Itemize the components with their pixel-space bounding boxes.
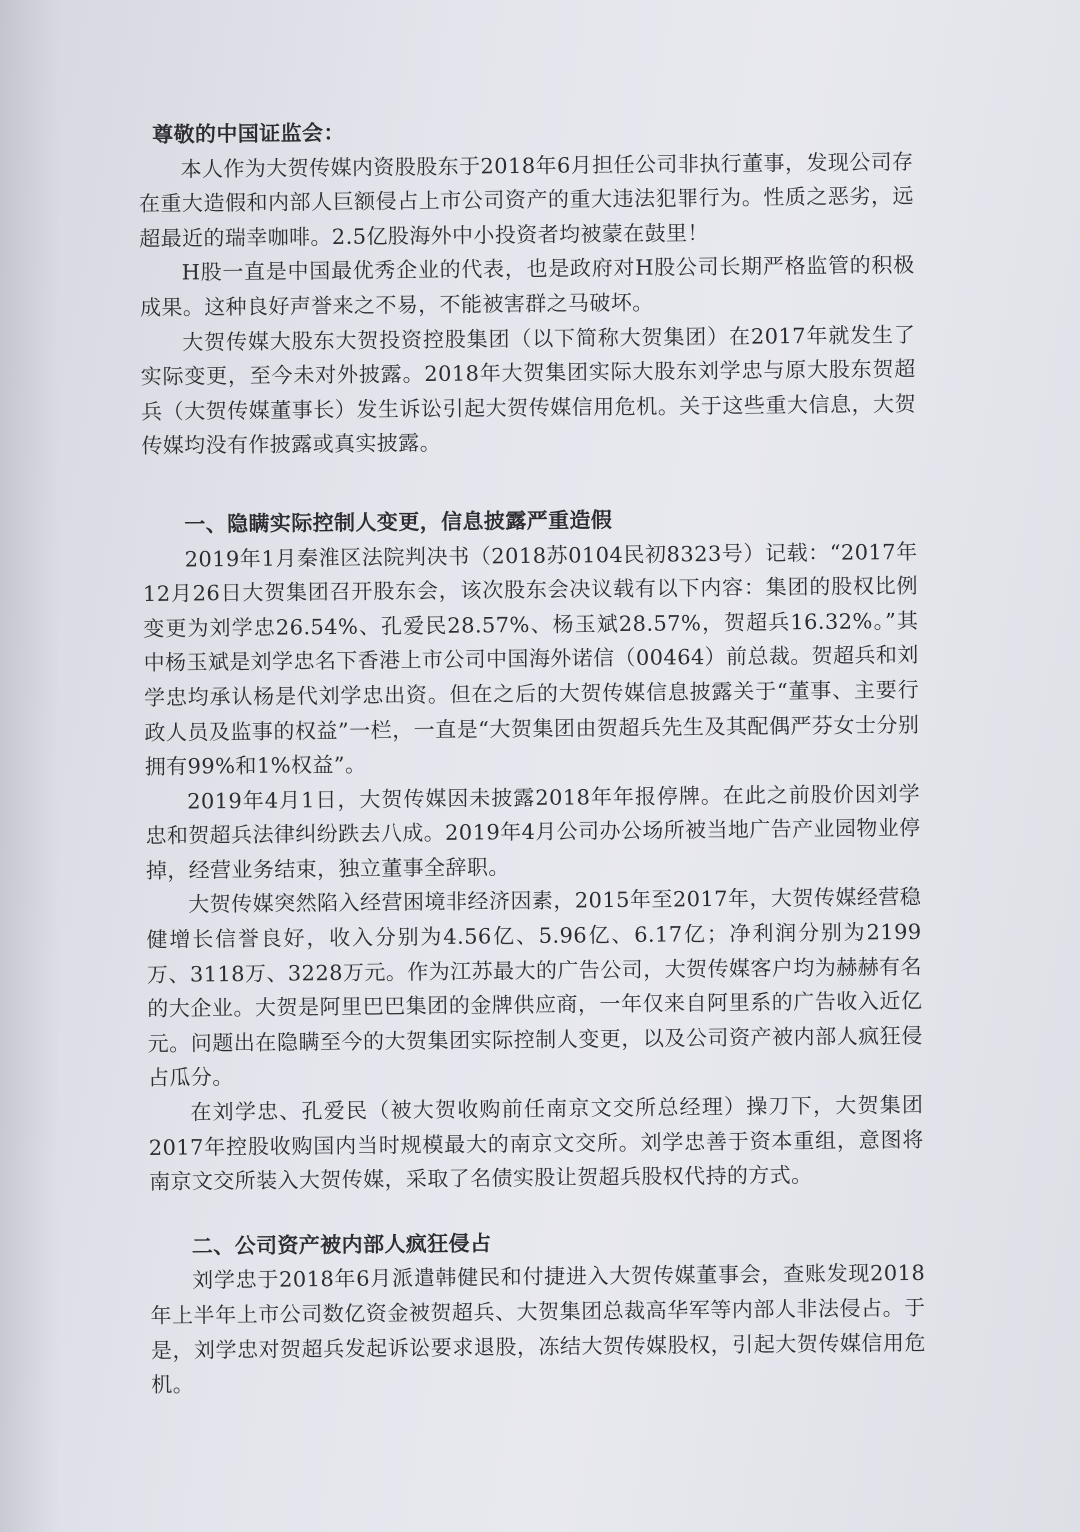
paragraph: H股一直是中国最优秀企业的代表，也是政府对H股公司长期严格监管的积极成果。这种良好声誉来之不易，不能被害群之马破坏。 bbox=[139, 253, 915, 320]
page-shadow bbox=[0, 0, 60, 1532]
salutation: 尊敬的中国证监会： bbox=[152, 119, 345, 147]
paragraph: 大贺传媒大股东大贺投资控股集团（以下简称大贺集团）在2017年就发生了实际变更，至今未对外披露。2018年大贺集团实际大股东刘学忠与原大股东贺超兵（大贺传媒董事长）发生诉讼引起大贺传媒信用危机。关于这些重大信息，大贺传媒均没有作披露或真实披露。 bbox=[140, 322, 917, 459]
paragraph: 2019年1月秦淮区法院判决书（2018苏0104民初8323号）记载：“2017年12月26日大贺集团召开股东会，该次股东会决议载有以下内容：集团的股权比例变更为刘学忠26.54%、孔爱民28.57%、杨玉斌28.57%，贺超兵16.32%。”其中杨玉斌是刘学忠名下香港上市公司中国海外诺信（00464）前总裁。贺超兵和刘学忠均承认杨是代刘学忠出资。但在之后的大贺传媒信息披露关于“董事、主要行政人员及监事的权益”一栏，一直是“大贺集团由贺超兵先生及其配偶严芬女士分别拥有99%和1%权益”。 bbox=[142, 539, 920, 780]
section-heading: 一、隐瞒实际控制人变更，信息披露严重造假 bbox=[184, 506, 613, 537]
section-heading: 二、公司资产被内部人疯狂侵占 bbox=[191, 1230, 492, 1259]
paragraph: 刘学忠于2018年6月派遣韩健民和付捷进入大贺传媒董事会，查账发现2018年上半年上市公司数亿资金被贺超兵、大贺集团总裁高华军等内部人非法侵占。于是，刘学忠对贺超兵发起诉讼要求退股，冻结大贺传媒股权，引起大贺传媒信用危机。 bbox=[150, 1261, 926, 1398]
paragraph: 在刘学忠、孔爱民（被大贺收购前任南京文交所总经理）操刀下，大贺集团2017年控股收购国内当时规模最大的南京文交所。刘学忠善于资本重组，意图将南京文交所装入大贺传媒，采取了名债实股让贺超兵股权代持的方式。 bbox=[148, 1092, 924, 1195]
paragraph: 本人作为大贺传媒内资股股东于2018年6月担任公司非执行董事，发现公司存在重大造假和内部人巨额侵占上市公司资产的重大违法犯罪行为。性质之恶劣，远超最近的瑞幸咖啡。2.5亿股海外中小投资者均被蒙在鼓里！ bbox=[138, 149, 914, 251]
paragraph: 大贺传媒突然陷入经营困境非经济因素，2015年至2017年，大贺传媒经营稳健增长信誉良好，收入分别为4.56亿、5.96亿、6.17亿；净利润分别为2199万、3118万、3228万元。作为江苏最大的广告公司，大贺传媒客户均为赫赫有名的大企业。大贺是阿里巴巴集团的金牌供应商，一年仅来自阿里系的广告收入近亿元。问题出在隐瞒至今的大贺集团实际控制人变更，以及公司资产被内部人疯狂侵占瓜分。 bbox=[146, 885, 923, 1091]
letter-body bbox=[138, 110, 926, 1403]
paragraph: 2019年4月1日，大贺传媒因未披露2018年年报停牌。在此之前股价因刘学忠和贺超兵法律纠纷跌去八成。2019年4月公司办公场所被当地广告产业园物业停掉，经营业务结束，独立董事全辞职。 bbox=[145, 781, 921, 883]
